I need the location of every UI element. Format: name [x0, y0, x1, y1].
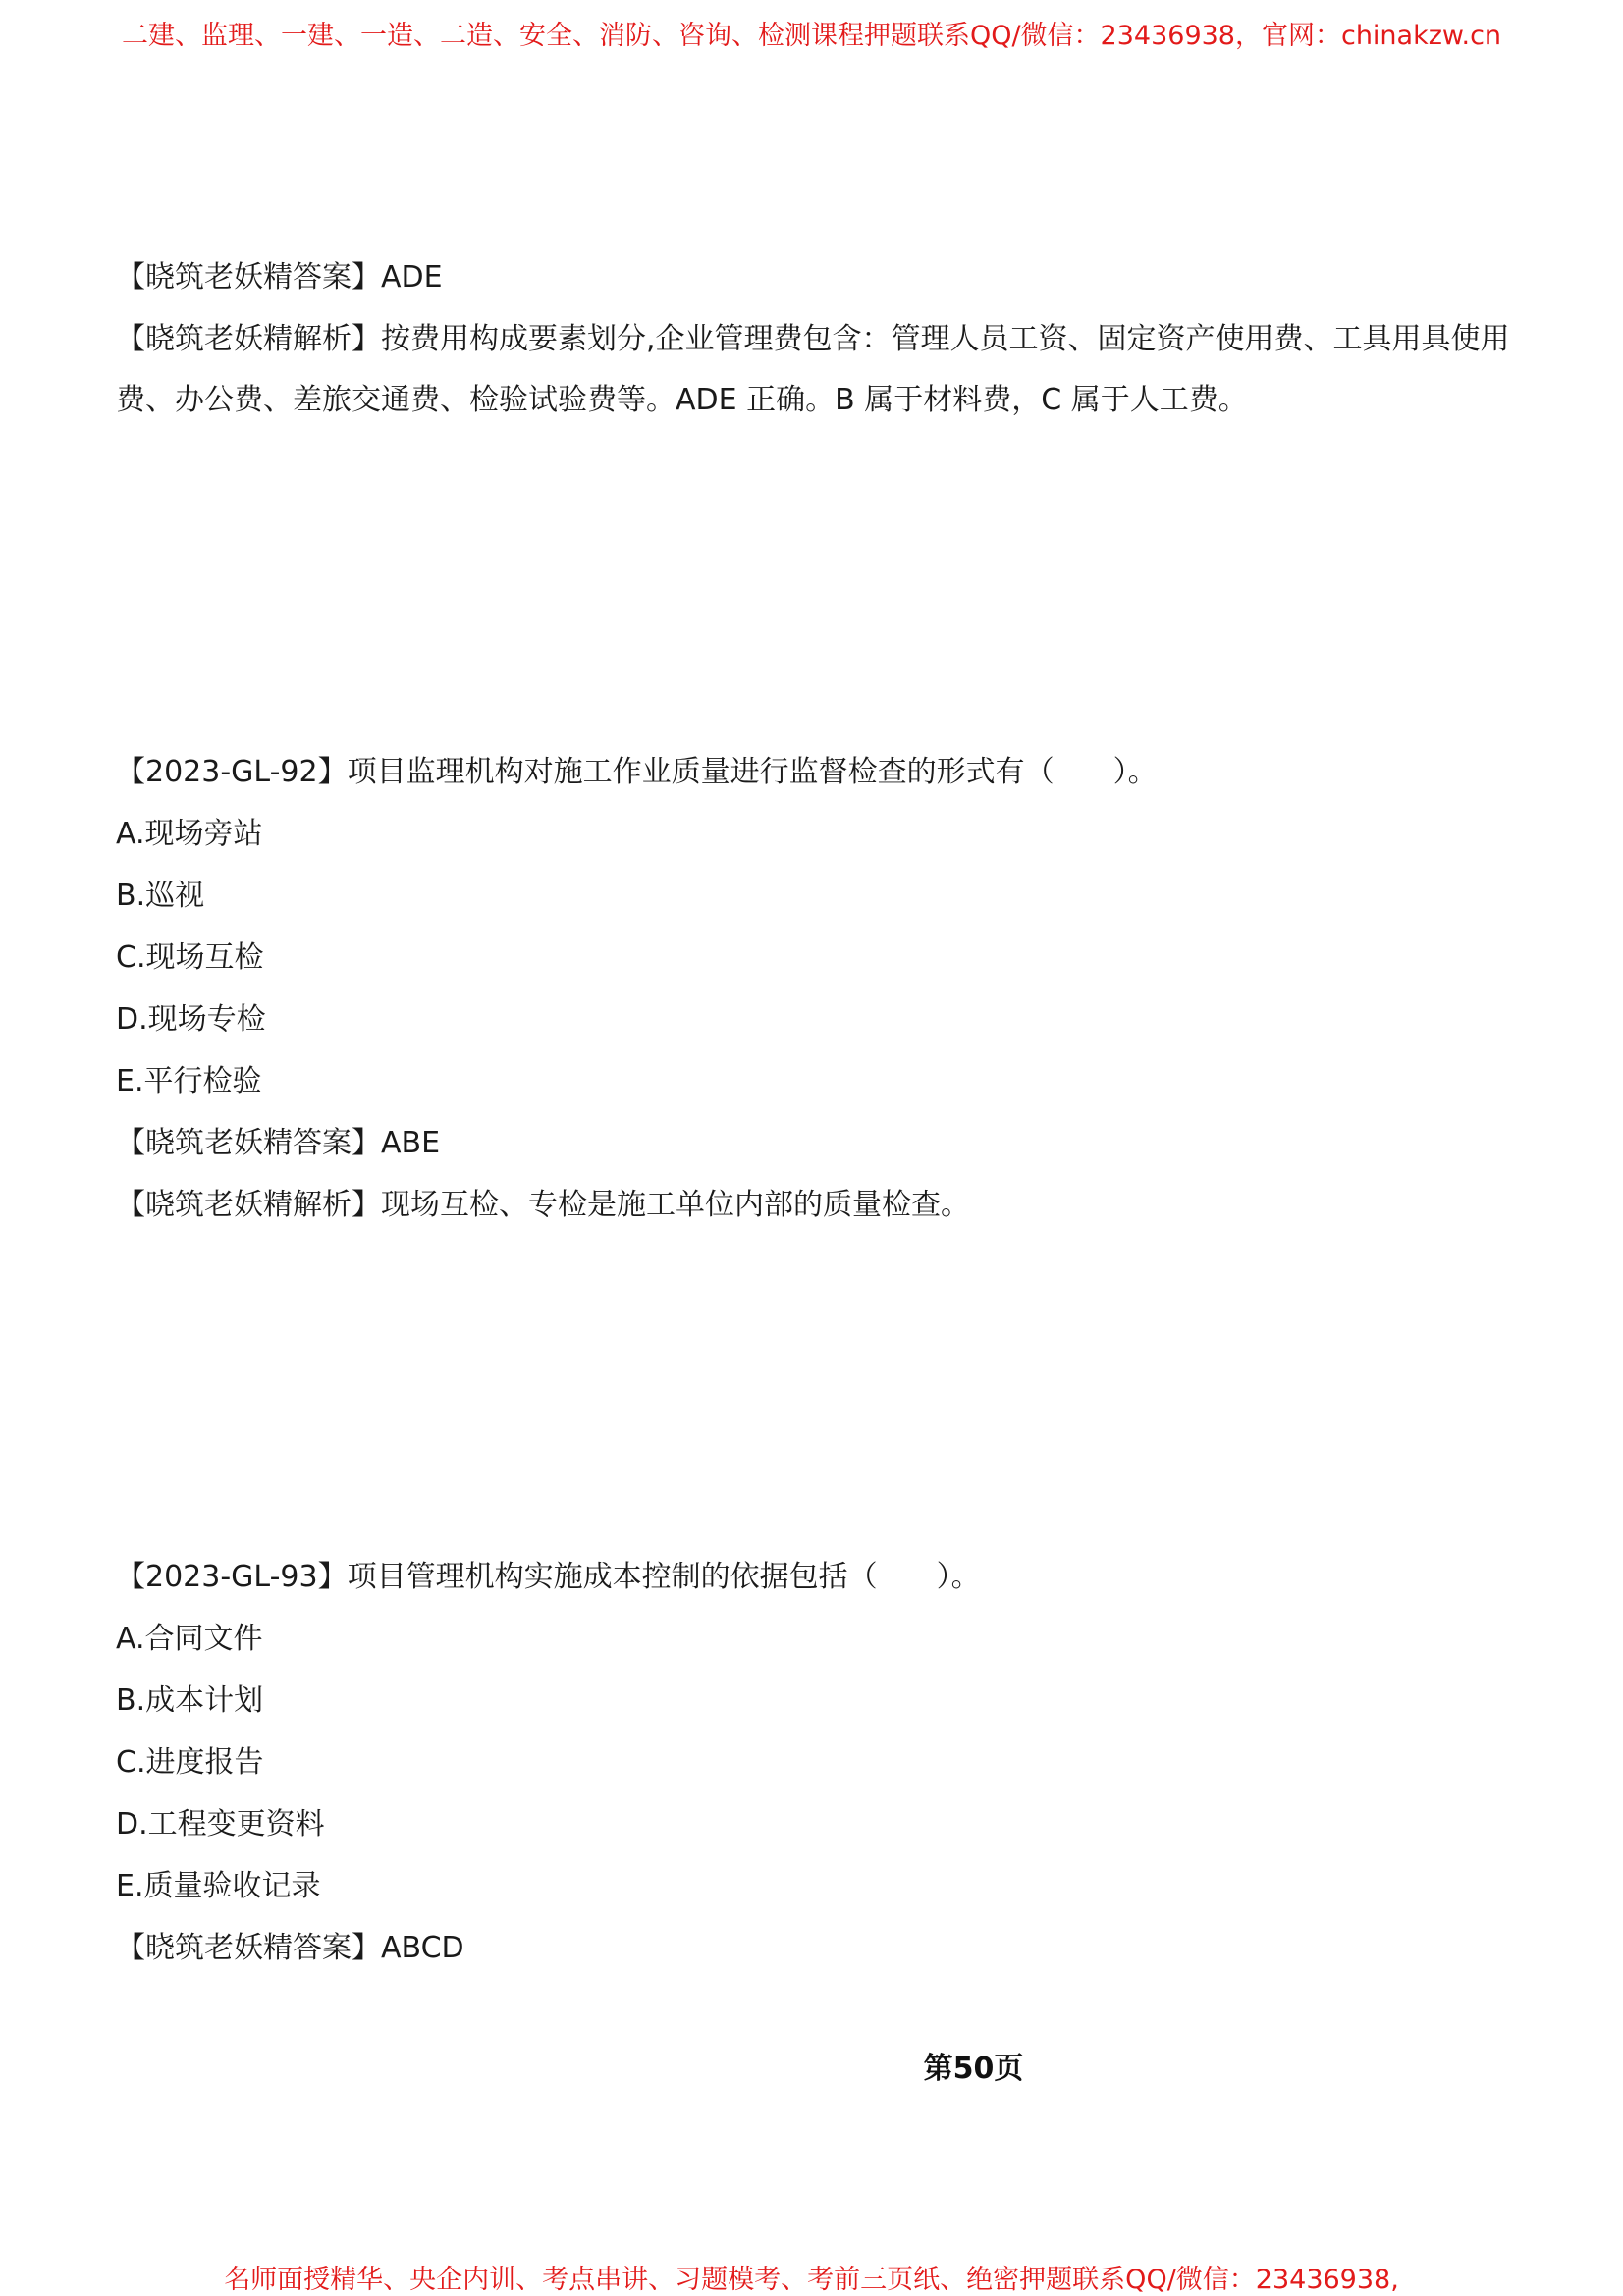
question-93-option-c: C.进度报告 [116, 1745, 264, 1780]
prev-answer: 【晓筑老妖精答案】ADE [116, 260, 443, 294]
question-93-stem: 【2023-GL-93】项目管理机构实施成本控制的依据包括（ ）。 [116, 1560, 981, 1594]
question-92-option-d: D.现场专检 [116, 1002, 266, 1037]
question-92-option-e: E.平行检验 [116, 1064, 262, 1098]
question-93-option-e: E.质量验收记录 [116, 1869, 321, 1903]
question-93-option-b: B.成本计划 [116, 1683, 264, 1718]
question-92-option-a: A.现场旁站 [116, 817, 263, 851]
prev-analysis-line2: 费、办公费、差旅交通费、检验试验费等。ADE 正确。B 属于材料费，C 属于人工费。 [116, 383, 1248, 417]
question-92-answer: 【晓筑老妖精答案】ABE [116, 1126, 441, 1160]
question-93-option-a: A.合同文件 [116, 1622, 263, 1656]
question-92-option-b: B.巡视 [116, 879, 205, 913]
question-93-answer: 【晓筑老妖精答案】ABCD [116, 1931, 464, 1965]
page-number: 第50页 [923, 2052, 1024, 2086]
header-banner: 二建、监理、一建、一造、二造、安全、消防、咨询、检测课程押题联系QQ/微信：23436938，官网：chinakzw.cn [121, 21, 1502, 51]
prev-analysis-line1: 【晓筑老妖精解析】按费用构成要素划分,企业管理费包含：管理人员工资、固定资产使用费、工具用具使用 [116, 322, 1510, 356]
question-92-stem: 【2023-GL-92】项目监理机构对施工作业质量进行监督检查的形式有（ ）。 [116, 755, 1158, 789]
footer-banner: 名师面授精华、央企内训、考点串讲、习题模考、考前三页纸、绝密押题联系QQ/微信：23436938, [224, 2265, 1399, 2295]
question-92-option-c: C.现场互检 [116, 940, 264, 975]
question-92-analysis: 【晓筑老妖精解析】现场互检、专检是施工单位内部的质量检查。 [116, 1188, 970, 1222]
question-93-option-d: D.工程变更资料 [116, 1807, 325, 1842]
